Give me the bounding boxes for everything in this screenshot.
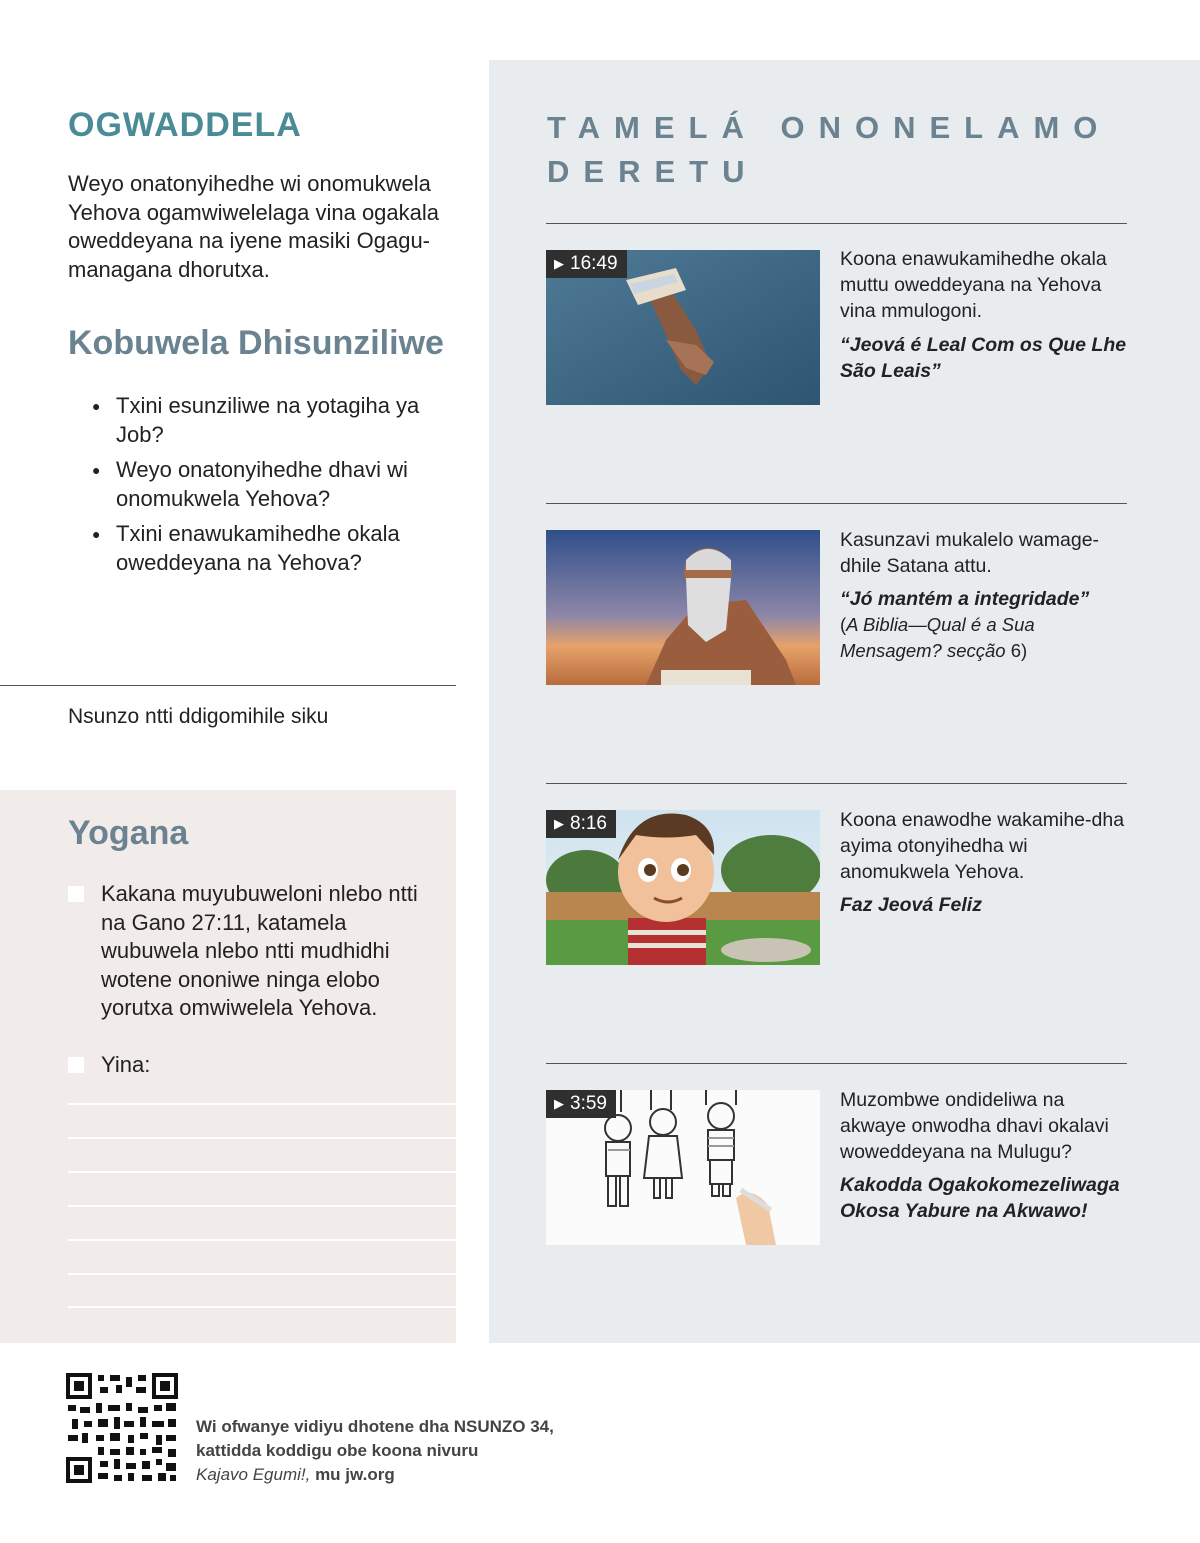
writing-line[interactable] <box>68 1205 456 1207</box>
divider <box>546 1063 1127 1064</box>
job-seated-icon <box>546 530 820 685</box>
play-icon: ▶ <box>554 256 564 271</box>
video-thumbnail[interactable] <box>546 1090 820 1245</box>
summary-text: Weyo onatonyihedhe wi onomukwela Yehova ogamwiwelelaga vina ogakala oweddeyana na iyene masiki Ogagu-managana dhorutxa. <box>68 171 440 282</box>
goal-item-text: Kakana muyubuweloni nlebo ntti na Gano 27:11, katamela wubuwela nlebo ntti mudhidhi wotene ononiwe ninga elobo yorutxa omwiwelela Yehova. <box>101 881 418 1020</box>
video-thumbnail[interactable] <box>546 810 820 965</box>
summary-title: OGWADDELA <box>68 106 302 144</box>
video-source: (A Biblia—Qual é a Sua Mensagem? secção 6) <box>840 614 1035 661</box>
video-title[interactable]: “Jó mantém a integridade” <box>840 588 1090 610</box>
divider <box>0 685 456 686</box>
writing-line[interactable] <box>68 1273 456 1275</box>
review-item: ● Txini esunziliwe na yotagiha ya Job? <box>92 392 432 449</box>
review-item: ● Weyo onatonyihedhe dhavi wi onomukwela Yehova? <box>92 456 432 513</box>
qr-code[interactable] <box>66 1373 178 1483</box>
video-duration: ▶ 8:16 <box>546 810 616 838</box>
video-description: Muzombwe ondideliwa na akwaye onwodha dhavi okalavi woweddeyana na Mulugu? <box>840 1089 1109 1163</box>
review-list <box>92 392 432 584</box>
footer-text <box>196 1415 554 1487</box>
video-thumbnail[interactable] <box>546 250 820 405</box>
video-duration: ▶ 16:49 <box>546 250 627 278</box>
footer-line: Kajavo Egumi!, mu jw.org <box>196 1465 395 1484</box>
video-title[interactable]: Kakodda Ogakokomezeliwaga Okosa Yabure na Akwawo! <box>840 1174 1120 1222</box>
date-label: Nsunzo ntti ddigomihile siku <box>68 705 329 728</box>
video-description: Koona enawukamihedhe okala muttu oweddeyana na Yehova vina mmulogoni. <box>840 248 1107 322</box>
video-title[interactable]: Faz Jeová Feliz <box>840 894 982 916</box>
goal-title: Yogana <box>68 814 189 852</box>
play-icon: ▶ <box>554 1096 564 1111</box>
video-title[interactable]: “Jeová é Leal Com os Que Lhe São Leais” <box>840 334 1127 382</box>
writing-line[interactable] <box>68 1306 456 1308</box>
explore-title: TAMELÁ ONONELAMO DERETU <box>547 110 1112 189</box>
divider <box>546 503 1127 504</box>
writing-line[interactable] <box>68 1171 456 1173</box>
goal-checkbox-1[interactable] <box>68 886 84 902</box>
writing-line[interactable] <box>68 1103 456 1105</box>
video-description: Kasunzavi mukalelo wamage-dhile Satana attu. <box>840 529 1100 577</box>
writing-line[interactable] <box>68 1137 456 1139</box>
play-icon: ▶ <box>554 816 564 831</box>
video-duration: ▶ 3:59 <box>546 1090 616 1118</box>
review-item: ● Txini enawukamihedhe okala oweddeyana na Yehova? <box>92 520 432 577</box>
goal-checkbox-2[interactable] <box>68 1057 84 1073</box>
video-description: Koona enawodhe wakamihe-dha ayima otonyihedha wi anomukwela Yehova. <box>840 809 1125 883</box>
goal-item-text: Yina: <box>101 1052 151 1077</box>
divider <box>546 783 1127 784</box>
writing-line[interactable] <box>68 1239 456 1241</box>
video-thumbnail[interactable] <box>546 530 820 685</box>
qr-code-icon <box>66 1373 178 1483</box>
footer-line: Wi ofwanye vidiyu dhotene dha NSUNZO 34, <box>196 1417 554 1436</box>
divider <box>546 223 1127 224</box>
review-title: Kobuwela Dhisunziliwe <box>68 324 444 362</box>
footer-line: kattidda koddigu obe koona nivuru <box>196 1441 479 1460</box>
